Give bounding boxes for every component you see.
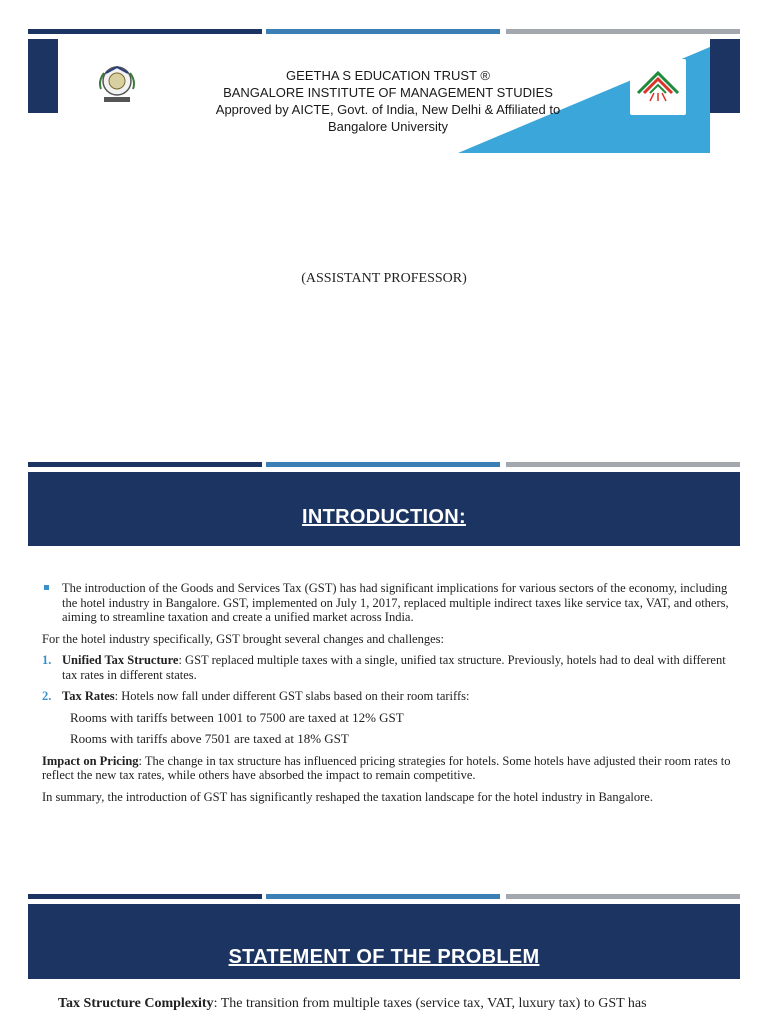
intro-bullet (42, 581, 732, 625)
institute-emblem-icon (92, 63, 142, 107)
divider-segment-navy (28, 29, 262, 34)
section-divider (28, 462, 740, 467)
trust-name: GEETHA S EDUCATION TRUST ® (286, 68, 490, 83)
list-item-title: Unified Tax Structure (62, 653, 179, 667)
list-item-title: Tax Rates (62, 689, 115, 703)
problem-title: Tax Structure Complexity (58, 996, 214, 1011)
problem-heading: STATEMENT OF THE PROBLEM (228, 946, 540, 968)
problem-heading-band (28, 904, 740, 979)
designation-text: (ASSISTANT PROFESSOR) (301, 271, 467, 286)
divider-segment-grey (506, 894, 740, 899)
divider-segment-blue (266, 462, 500, 467)
lead-in-text: For the hotel industry specifically, GST brought several changes and challenges: (42, 631, 444, 646)
group-logo-icon (630, 59, 686, 115)
impact-text: : The change in tax structure has influenced pricing strategies for hotels. Some hotels have adjusted their room rates to reflect the new tax rates, while others have absorbed the impact to remain competitive. (42, 753, 731, 782)
university-line: Bangalore University (328, 119, 448, 134)
list-item-text: : GST replaced multiple taxes with a single, unified tax structure. Previously, hotels had to deal with different tax rates in different states. (62, 653, 726, 682)
list-item (42, 689, 732, 704)
divider-segment-grey (506, 462, 740, 467)
summary-paragraph: In summary, the introduction of GST has significantly reshaped the taxation landscape for the hotel industry in Bangalore. (42, 789, 653, 804)
list-item (42, 653, 732, 682)
list-item-text: : Hotels now fall under different GST slabs based on their room tariffs: (114, 689, 470, 703)
institute-name-block (158, 67, 618, 135)
divider-segment-blue (266, 29, 500, 34)
impact-paragraph (42, 754, 732, 783)
introduction-heading: INTRODUCTION: (302, 506, 466, 528)
approval-line: Approved by AICTE, Govt. of India, New Delhi & Affiliated to (215, 102, 561, 117)
header-right-tab (710, 39, 740, 113)
intro-bullet-text: The introduction of the Goods and Services Tax (GST) has had significant implications for various sectors of the economy, including the hotel industry in Bangalore. GST, implemented on July 1, 2017, replaced multiple indirect taxes like service tax, VAT, and others, aiming to streamline taxation and create a unified market across India. (62, 581, 729, 624)
institute-name: BANGALORE INSTITUTE OF MANAGEMENT STUDIES (223, 85, 553, 100)
square-bullet-icon (44, 585, 49, 590)
section-divider (28, 894, 740, 899)
divider-segment-navy (28, 462, 262, 467)
rate-line: Rooms with tariffs above 7501 are taxed at 18% GST (70, 731, 349, 746)
header-left-tab (28, 39, 58, 113)
top-divider (28, 29, 740, 34)
rate-line: Rooms with tariffs between 1001 to 7500 are taxed at 12% GST (70, 709, 404, 725)
problem-text: : The transition from multiple taxes (service tax, VAT, luxury tax) to GST has (213, 996, 647, 1011)
divider-segment-blue (266, 894, 500, 899)
divider-segment-navy (28, 894, 262, 899)
introduction-body (42, 581, 732, 804)
list-number: 2. (42, 689, 52, 703)
problem-paragraph (58, 996, 738, 1012)
impact-title: Impact on Pricing (42, 753, 139, 768)
list-number: 1. (42, 653, 52, 667)
divider-segment-grey (506, 29, 740, 34)
institute-header (58, 47, 710, 153)
introduction-heading-band (28, 472, 740, 546)
